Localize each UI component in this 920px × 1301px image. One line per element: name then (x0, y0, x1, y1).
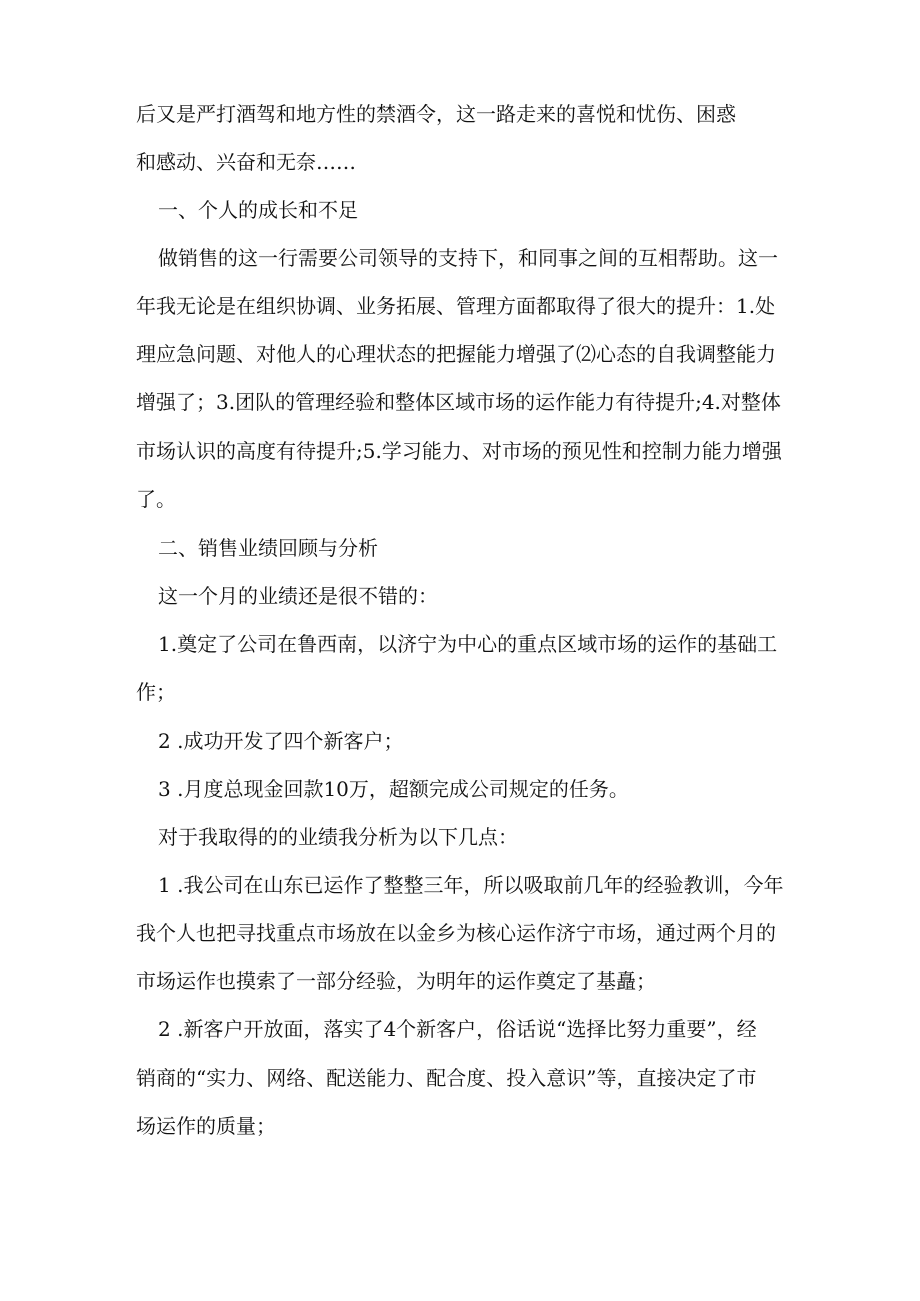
list-item-line: 场运作的质量； (136, 1114, 276, 1138)
paragraph-line: 对于我取得的的业绩我分析为以下几点： (158, 825, 518, 849)
list-item-line: 2 .新客户开放面，落实了4个新客户，俗话说“选择比努力重要”，经 (158, 1017, 757, 1041)
paragraph-line: 这一个月的业绩还是很不错的： (158, 584, 438, 608)
list-item-line: 市场运作也摸索了一部分经验，为明年的运作奠定了基矗； (136, 969, 656, 993)
section-heading: 一、个人的成长和不足 (158, 198, 358, 222)
section-heading: 二、销售业绩回顾与分析 (158, 536, 378, 560)
list-item-line: 作； (136, 680, 176, 704)
paragraph-line: 和感动、兴奋和无奈…… (136, 150, 356, 174)
paragraph-line: 增强了；3.团队的管理经验和整体区域市场的运作能力有待提升;4.对整体 (136, 390, 781, 414)
list-item-line: 我个人也把寻找重点市场放在以金乡为核心运作济宁市场，通过两个月的 (136, 921, 776, 945)
list-item-line: 2 .成功开发了四个新客户； (158, 729, 404, 753)
paragraph-line: 后又是严打酒驾和地方性的禁酒令，这一路走来的喜悦和忧伤、困惑 (136, 102, 736, 126)
paragraph-line: 年我无论是在组织协调、业务拓展、管理方面都取得了很大的提升：1.处 (136, 294, 776, 318)
paragraph-line: 做销售的这一行需要公司领导的支持下，和同事之间的互相帮助。这一 (158, 246, 778, 270)
list-item-line: 1.奠定了公司在鲁西南，以济宁为中心的重点区域市场的运作的基础工 (158, 632, 778, 656)
paragraph-line: 了。 (136, 487, 176, 511)
paragraph-line: 市场认识的高度有待提升;5.学习能力、对市场的预见性和控制力能力增强 (136, 439, 782, 463)
list-item-line: 销商的“实力、网络、配送能力、配合度、投入意识”等，直接决定了市 (136, 1066, 757, 1090)
paragraph-line: 理应急问题、对他人的心理状态的把握能力增强了⑵心态的自我调整能力 (136, 342, 776, 366)
list-item-line: 3 .月度总现金回款10万，超额完成公司规定的任务。 (158, 777, 629, 801)
list-item-line: 1 .我公司在山东已运作了整整三年，所以吸取前几年的经验教训，今年 (158, 873, 784, 897)
